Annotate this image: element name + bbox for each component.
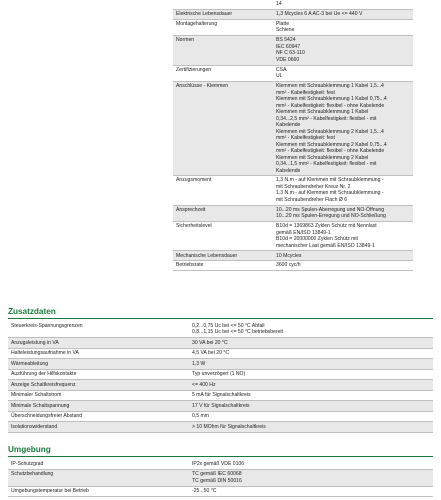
spec-value-line: UL [276,73,283,80]
umgebung-table [8,459,433,497]
spec-row [8,348,433,359]
spec-value-line: mm² - Kabelfestigkeit: fest [276,89,335,96]
spec-value-line: 4,5 VA bei 20 °C [192,350,230,356]
section-title-zusatzdaten: Zusatzdaten [8,307,56,316]
spec-label: Halteleistungsaufnahme in VA [8,348,189,359]
spec-label: Elektrische Lebensdauer [173,9,273,19]
spec-value-line: Klemmen mit Schraubklemmung 2 Kabel 0,75...4 [276,141,387,148]
spec-value [273,9,413,19]
spec-label: Mechanische Lebensdauer [173,251,273,261]
spec-value-line: 10 Mcycles [276,252,302,259]
spec-label: Überschneidungsfreier Abstand [8,411,189,422]
spec-value-line: 0,2...0,75 Uc bei <= 50 °C Abfall [192,322,265,329]
spec-row [8,486,433,497]
spec-value [273,65,413,81]
spec-value-line: mit Schraubendreher Kreuz Nr. 2 [276,183,351,190]
spec-label: Anschlüsse - Klemmen [173,81,273,175]
spec-value [189,359,433,370]
spec-row [8,369,433,380]
spec-value [189,459,433,469]
spec-value [189,486,433,497]
spec-value-line: -25...50 °C [192,488,217,494]
spec-value [273,81,413,175]
spec-row [8,469,433,486]
spec-value [189,422,433,433]
spec-value-line: 10...20 ms Spulen-Erregung und NO-Schließung [276,213,386,220]
spec-label: Ansprechzeit [173,205,273,221]
spec-value [189,321,433,338]
spec-row [173,65,413,81]
spec-row [8,338,433,349]
spec-value-line: TC gemäß DIN 50016 [192,477,242,484]
spec-label: Anzugsmoment [173,176,273,205]
spec-row [173,251,413,261]
spec-row [173,81,413,175]
spec-label: Zertifizierungen [173,65,273,81]
spec-label: Ausführung der Hilfskontakte [8,369,189,380]
spec-label: Steuerkreis-Spannungsgrenzen [8,321,189,338]
spec-value-line: <= 400 Hz [192,381,216,388]
spec-value-line: BS 5424 [276,37,296,44]
section-title-umgebung: Umgebung [8,445,51,454]
spec-row [173,36,413,65]
spec-label: IP-Schutzgrad [8,459,189,469]
spec-value-line: 17 V für Signalschaltkreis [192,402,250,409]
spec-value [189,348,433,359]
spec-label: Umgebungstemperatur bei Betrieb [8,486,189,497]
top-spec-table [173,0,413,271]
spec-label: Isolationswiderstand [8,422,189,433]
spec-row [8,459,433,469]
spec-value [273,205,413,221]
spec-value [189,380,433,391]
spec-value [273,19,413,35]
spec-value-line: 1,3 N.m - auf Klemmen mit Schraubklemmung - [276,177,384,184]
spec-value-line: Klemmen mit Schraubklemmung 1 Kabel [276,109,369,116]
section-divider-umgebung [8,456,433,457]
spec-row [8,359,433,370]
spec-value-line: VDE 0660 [276,56,300,63]
spec-value [189,401,433,412]
spec-value [189,411,433,422]
spec-row [8,411,433,422]
spec-value [189,469,433,486]
spec-label: Minimale Schaltspannung [8,401,189,412]
spec-value-line: TC gemäß IEC 60068 [192,471,242,477]
spec-row [173,176,413,205]
spec-value [189,369,433,380]
spec-label: Schutzbehandlung [8,469,189,486]
spec-label: Anzugsleistung in VA [8,338,189,349]
spec-row [8,321,433,338]
spec-value-line: 0,5 mm [192,413,209,419]
spec-row [8,380,433,391]
spec-label: Betriebsrate [173,261,273,271]
spec-value-line: NF C 63-110 [276,50,305,57]
spec-value [273,261,413,271]
spec-value [189,338,433,349]
spec-row [173,222,413,251]
spec-value [273,36,413,65]
zusatzdaten-table [8,321,433,433]
spec-row [173,19,413,35]
spec-value-line: 5 mA für Signalschaltkreis [192,392,251,398]
spec-row [173,205,413,221]
spec-value-line: 0,34...2,5 mm² - Kabelfestigkeit: flexibel - mit [276,115,377,122]
spec-value-line: mit Schraubendreher Flach Ø 6 [276,196,348,203]
spec-label: Minimaler Schaltstrom [8,390,189,401]
spec-value-line: Kabelende [276,167,301,174]
spec-value-line: Platte [276,20,290,27]
spec-label: Normen [173,36,273,65]
spec-value-line: 3600 cyc/h [276,262,301,269]
spec-label [173,0,273,9]
spec-row [8,390,433,401]
spec-value-line: 1,3 N.m - auf Klemmen mit Schraubklemmung - [276,190,384,197]
spec-row [173,9,413,19]
spec-value-line: B10d = 1369863 Zyklen Schütz mit Nennlast [276,223,377,230]
section-divider-zusatzdaten [8,318,433,319]
spec-label: Wärmeableitung [8,359,189,370]
spec-value [189,390,433,401]
spec-value-line: 0,8...1,15 Uc bei <= 50 °C betriebsbereit [192,329,283,335]
spec-row [8,422,433,433]
spec-value [273,251,413,261]
spec-label: Sicherheitslevel [173,222,273,251]
spec-value-line: Klemmen mit Schraubklemmung 2 Kabel 1,5...4 [276,128,384,135]
spec-row [173,0,413,9]
spec-value-line: Kabelende [276,122,301,129]
spec-value-line: Klemmen mit Schraubklemmung 2 Kabel [276,154,369,161]
spec-value-line: 10...20 ms Spulen-Aberregung und NO-Öffnung [276,206,385,213]
spec-value-line: B10d = 20000000 Zyklen Schütz mit [276,236,358,243]
spec-value-line: mm² - Kabelfestigkeit: flexibel - ohne Kabelende [276,148,385,155]
spec-row [173,261,413,271]
spec-value-line: Klemmen mit Schraubklemmung 1 Kabel 0,75...4 [276,96,387,103]
spec-value [273,176,413,205]
spec-value-line: 0,34...1,5 mm² - Kabelfestigkeit: flexibel - mit [276,161,377,168]
spec-value-line: CSA [276,66,287,73]
spec-value-line: gemäß EN/ISO 13849-1 [276,229,331,236]
spec-value [273,0,413,9]
spec-value-line: IEC 60947 [276,43,301,50]
spec-value-line: mechanischer Last gemäß EN/ISO 13849-1 [276,242,375,249]
spec-value-line: mm² - Kabelfestigkeit: fest [276,135,335,142]
spec-label: Montagehalterung [173,19,273,35]
spec-value-line: 30 VA bei 20 °C [192,339,228,346]
spec-value-line: Klemmen mit Schraubklemmung 1 Kabel 1,5...4 [276,83,384,90]
spec-value [273,222,413,251]
spec-label: Anzeige Schaltkreisfrequenz [8,380,189,391]
spec-value-line: Typ unverzögert (1 NO) [192,371,246,377]
spec-value-line: IP2x gemäß VDE 0106 [192,460,245,467]
spec-value-line: Schiene [276,27,295,34]
spec-value-line: 1,3 W [192,360,206,367]
spec-value-line: mm² - Kabelfestigkeit: flexibel - ohne Kabelende [276,102,385,109]
spec-value-line: > 10 MOhm für Signalschaltkreis [192,423,266,430]
spec-value-line: 14 [276,1,282,8]
spec-row [8,401,433,412]
spec-value-line: 1,3 Mcycles 6 A AC-3 bei Ue <= 440 V [276,11,363,18]
